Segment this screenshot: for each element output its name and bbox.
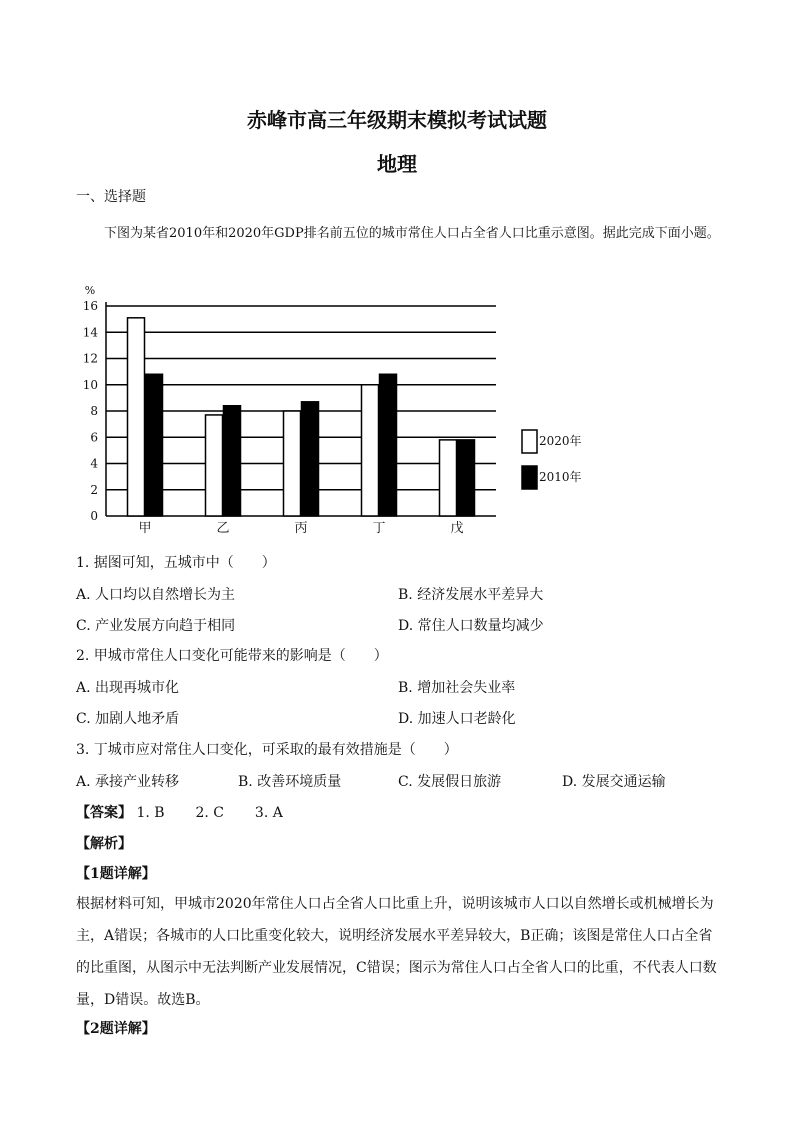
- question-2-option-a: A. 出现再城市化: [76, 680, 180, 696]
- detail-1-label: 【1题详解】: [76, 866, 156, 882]
- bar-2020年-丙: [284, 411, 301, 516]
- y-tick-label-10: 10: [82, 377, 98, 392]
- y-tick-label-12: 12: [82, 351, 98, 366]
- question-3-option-a: A. 承接产业转移: [76, 774, 180, 790]
- paper-title: 赤峰市高三年级期末模拟考试试题: [247, 108, 547, 132]
- question-3-option-b: B. 改善环境质量: [238, 774, 342, 790]
- x-tick-label-丙: 丙: [294, 521, 308, 536]
- bar-2010年-戊: [458, 440, 475, 516]
- bar-2010年-乙: [224, 406, 241, 516]
- y-tick-label-8: 8: [90, 404, 98, 418]
- question-2-option-c: C. 加剧人地矛盾: [76, 711, 180, 727]
- question-1-stem: 1. 据图可知，五城市中（ ）: [76, 555, 276, 571]
- y-tick-label-2: 2: [90, 482, 98, 497]
- question-1-option-b: B. 经济发展水平差异大: [398, 587, 544, 603]
- y-tick-label-16: 16: [82, 299, 98, 313]
- analysis-label: 【解析】: [76, 836, 132, 852]
- legend-label-2010年: 2010年: [539, 470, 582, 484]
- x-tick-label-丁: 丁: [372, 521, 386, 536]
- y-tick-label-6: 6: [90, 430, 98, 445]
- question-1-option-a: A. 人口均以自然增长为主: [76, 587, 236, 603]
- bar-2010年-丙: [302, 402, 319, 516]
- detail-2-label: 【2题详解】: [76, 1021, 156, 1037]
- question-3-option-d: D. 发展交通运输: [562, 774, 666, 790]
- answer-line: [76, 802, 283, 822]
- bar-2020年-甲: [128, 318, 145, 516]
- legend-label-2020年: 2020年: [539, 434, 582, 448]
- x-tick-label-乙: 乙: [216, 521, 230, 536]
- y-tick-label-0: 0: [90, 509, 98, 523]
- bar-2010年-甲: [146, 374, 163, 516]
- bar-2020年-戊: [440, 440, 457, 516]
- population-ratio-bar-chart: [80, 282, 640, 540]
- question-intro: 下图为某省2010年和2020年GDP排名前五位的城市常住人口占全省人口比重示意图。据此完成下面小题。: [104, 226, 720, 241]
- answer-item-1: 1. B: [136, 805, 165, 821]
- bar-2020年-乙: [206, 415, 223, 516]
- question-1-option-c: C. 产业发展方向趋于相同: [76, 618, 236, 634]
- section-heading: 一、选择题: [76, 189, 146, 205]
- question-3-option-c: C. 发展假日旅游: [398, 774, 502, 790]
- bar-2020年-丁: [362, 385, 379, 516]
- y-axis-unit-label: %: [84, 284, 96, 297]
- detail-1-text: 根据材料可知，甲城市2020年常住人口占全省人口比重上升，说明该城市人口以自然增长或机械增长为主，A错误；各城市的人口比重变化较大，说明经济发展水平差异较大，B正确；该图是常住人口占全省的比重图，从图示中无法判断产业发展情况，C错误；图示为常住人口占全省人口的比重，不代表人口数量，D错误。故选B。: [76, 896, 717, 1008]
- question-1-option-d: D. 常住人口数量均减少: [398, 618, 544, 634]
- answer-label: 【答案】: [76, 805, 132, 821]
- question-2-stem: 2. 甲城市常住人口变化可能带来的影响是（ ）: [76, 648, 388, 664]
- x-tick-label-戊: 戊: [450, 521, 464, 536]
- bar-2010年-丁: [380, 374, 397, 516]
- answer-item-3: 3. A: [254, 805, 283, 821]
- y-tick-label-4: 4: [90, 456, 98, 471]
- question-2-option-d: D. 加速人口老龄化: [398, 711, 516, 727]
- legend-swatch-2010年: [522, 466, 537, 489]
- subject-title: 地理: [377, 152, 417, 176]
- y-tick-label-14: 14: [82, 325, 98, 340]
- answer-item-2: 2. C: [195, 805, 224, 821]
- question-2-option-b: B. 增加社会失业率: [398, 680, 516, 696]
- legend-swatch-2020年: [522, 430, 537, 453]
- question-3-stem: 3. 丁城市应对常住人口变化，可采取的最有效措施是（ ）: [76, 742, 458, 758]
- x-tick-label-甲: 甲: [138, 521, 152, 536]
